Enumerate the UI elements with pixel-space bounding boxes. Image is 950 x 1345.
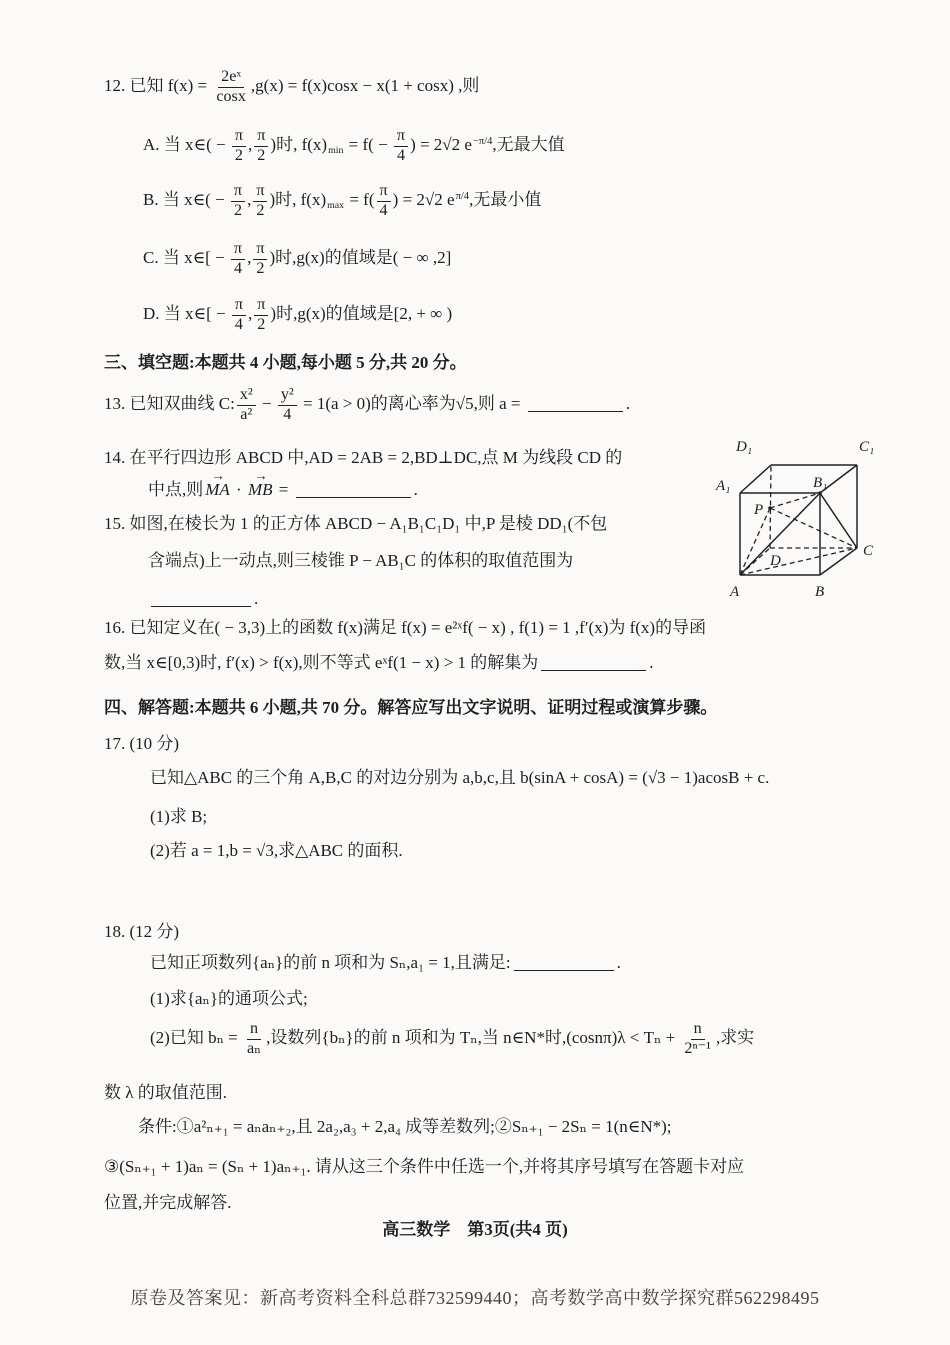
question-12-option-c: C. 当 x∈[ − $\frac{\pi}{4}$ , $\frac{\pi}{2}$ )时,g(x)的值域是( − ∞ ,2] [143,240,452,277]
question-12-option-a: A. 当 x∈( − $\frac{\pi}{2}$ , $\frac{\pi}{2}$ )时, $f(x)_{min} = f$( − $\frac{\pi}{4}$ ) = 2√2 $e^{-\pi/4}$,无最大值 [143,127,565,164]
question-16-line-1: 16. 已知定义在( − 3,3)上的函数 f(x)满足 f(x) = e²ˣf( − x) , f(1) = 1 ,f′(x)为 f(x)的导函 [104,618,707,637]
vertex-label-b: B [815,584,825,600]
footer-promo-text: 原卷及答案见：新高考资料全科总群732599440；高考数学高中数学探究群562298495 [130,1288,820,1308]
question-17-stem: 已知△ABC 的三个角 A,B,C 的对边分别为 a,b,c,且 b(sinA + cosA) = (√3 − 1)acosB + c. [150,768,770,787]
cube-figure [710,434,895,610]
vertex-label-c1: C₁ [859,439,875,455]
question-14-line-1: 14. 在平行四边形 ABCD 中,AD = 2AB = 2,BD⊥DC,点 M 为线段 CD 的 [104,448,623,467]
question-13: 13. 已知双曲线 C: $\frac{\text{x²}}{\text{a²}}$ − $\frac{\text{y²}}{4}$ = 1(a > 0)的离心率为√5,则 a = . [104,386,631,423]
question-12-stem: 12. 已知 f(x) = $\frac{\text{2eˣ}}{\cos x}$ ,g(x) = f(x)cosx − x(1 + cosx) ,则 [104,68,480,105]
vertex-label-p: P [754,502,764,518]
vertex-label-a1: A₁ [716,478,731,494]
question-18-header: 18. (12 分) [104,922,180,941]
question-18-part-2-wrap: 数 λ 的取值范围. [104,1083,227,1102]
question-18-conditions-line-3: 位置,并完成解答. [104,1193,232,1212]
question-18-part-2: (2)已知 bₙ = $\frac{n}{\text{aₙ}}$ ,设数列{bₙ}的前 n 项和为 Tₙ,当 n∈N*时,(cosnπ)λ < Tₙ + $\frac{n}{\text{2ⁿ⁻¹}}$ ,求实 [150,1020,755,1057]
question-12-option-d: D. 当 x∈[ − $\frac{\pi}{4}$ , $\frac{\pi}{2}$ )时,g(x)的值域是[2, + ∞ ) [143,296,453,333]
section-4-heading: 四、解答题:本题共 6 小题,共 70 分。解答应写出文字说明、证明过程或演算步骤。 [104,698,718,717]
vertex-label-c: C [863,543,874,559]
question-17-part-1: (1)求 B; [150,807,208,826]
vertex-label-a: A [730,584,740,600]
question-17-part-2: (2)若 a = 1,b = √3,求△ABC 的面积. [150,841,403,860]
question-18-conditions-line-2: ③(Sₙ₊₁ + 1)aₙ = (Sₙ + 1)aₙ₊₁. 请从这三个条件中任选一个,并将其序号填写在答题卡对应 [104,1157,745,1176]
vertex-label-d: D [770,553,781,569]
question-12-option-b: B. 当 x∈( − $\frac{\pi}{2}$ , $\frac{\pi}{2}$ )时, $f(x)_{max} = f$( $\frac{\pi}{4}$ ) = 2√2 $e^{\pi/4}$,无最小值 [143,182,542,219]
section-3-heading: 三、填空题:本题共 4 小题,每小题 5 分,共 20 分。 [104,353,467,372]
footer-page-number: 高三数学 第3页(共4 页) [382,1220,568,1239]
question-15-line-2: 含端点)上一动点,则三棱锥 P − AB₁C 的体积的取值范围为 [148,551,574,570]
question-18-conditions-line-1: 条件:①a²ₙ₊₁ = aₙaₙ₊₂,且 2a₂,a₃ + 2,a₄ 成等差数列;②Sₙ₊₁ − 2Sₙ = 1(n∈N*); [138,1117,672,1136]
question-18-stem: 已知正项数列{aₙ}的前 n 项和为 Sₙ,a₁ = 1,且满足: . [150,953,621,972]
vertex-label-d1: D₁ [736,439,753,455]
question-18-part-1: (1)求{aₙ}的通项公式; [150,989,308,1008]
vertex-label-b1: B₁ [813,475,828,491]
question-15-answer-blank: . [148,588,258,609]
question-16-line-2: 数,当 x∈[0,3)时, f′(x) > f(x),则不等式 eˣf(1 − x) > 1 的解集为 . [104,653,654,672]
question-17-header: 17. (10 分) [104,734,180,753]
question-14-line-2: 中点,则 → MA · → MB = . [148,468,418,499]
question-15-line-1: 15. 如图,在棱长为 1 的正方体 ABCD − A₁B₁C₁D₁ 中,P 是棱 DD₁(不包 [104,514,608,533]
